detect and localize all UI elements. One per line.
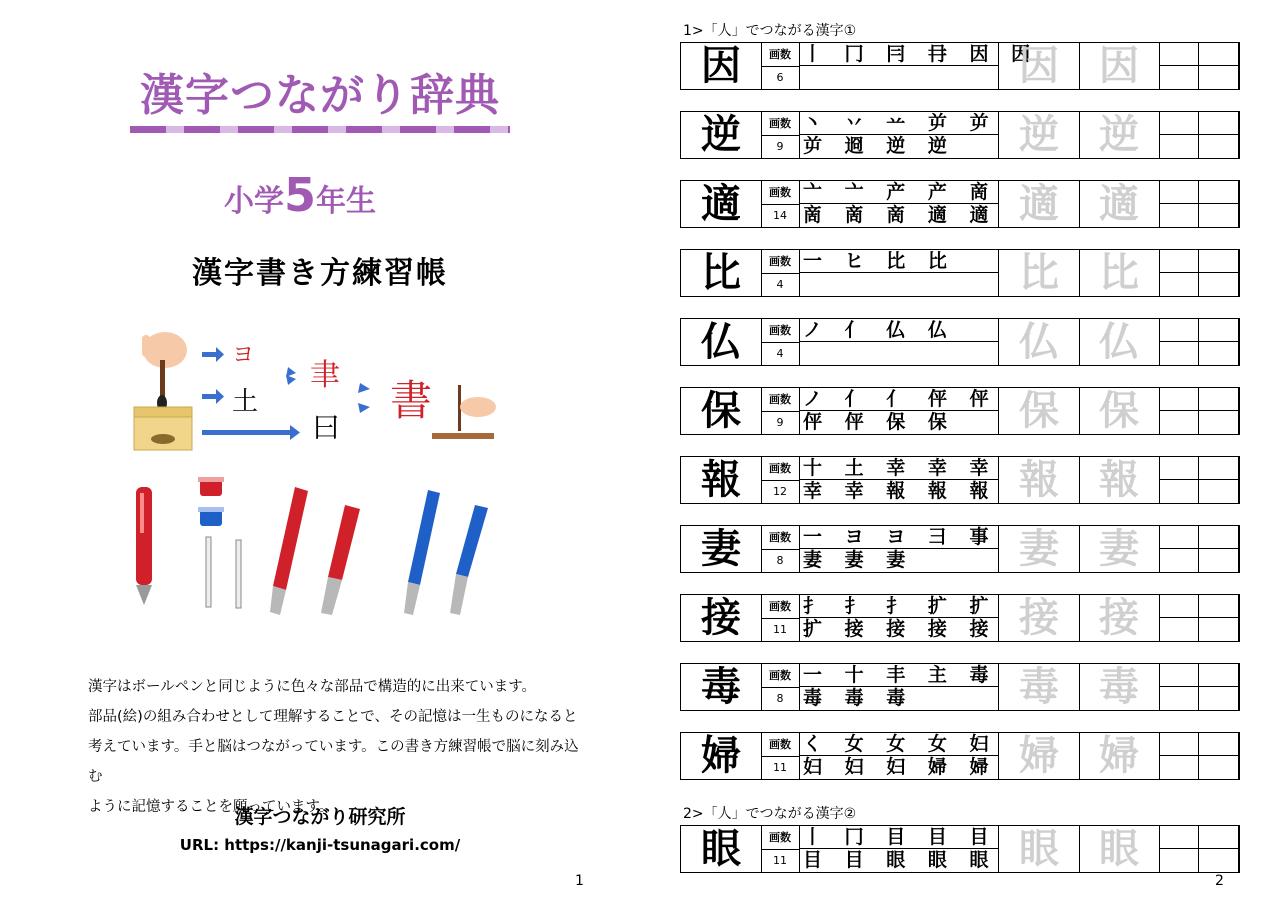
stroke-count-label: 画数 xyxy=(761,826,800,850)
tracing-kanji: 保 xyxy=(1079,388,1160,434)
section-1-title: 1>「人」でつながる漢字① xyxy=(683,23,857,39)
practice-cell[interactable] xyxy=(1199,181,1239,204)
practice-kanji: 妻 xyxy=(681,526,762,572)
stroke-order-line-1: 一 ヒ 比 比 xyxy=(799,250,999,273)
practice-cell[interactable] xyxy=(1199,43,1239,66)
tracing-kanji: 毒 xyxy=(999,664,1080,710)
stroke-count-label: 画数 xyxy=(761,526,800,550)
stroke-count-label: 画数 xyxy=(761,319,800,343)
practice-cell[interactable] xyxy=(1199,733,1239,756)
tracing-kanji: 婦 xyxy=(999,733,1080,779)
blue-pen-parts-icon xyxy=(404,490,488,615)
practice-row xyxy=(680,42,1240,90)
stroke-count-label: 画数 xyxy=(761,664,800,688)
practice-cell[interactable] xyxy=(1199,526,1239,549)
tracing-kanji: 仏 xyxy=(999,319,1080,365)
stroke-order-line-1: 丨 冂 目 目 目 xyxy=(799,826,999,849)
stroke-count: 9 xyxy=(761,135,800,158)
hand-with-brush-icon xyxy=(142,332,187,411)
tracing-kanji: 眼 xyxy=(999,826,1080,872)
tracing-kanji: 逆 xyxy=(1079,112,1160,158)
page-number-2: 2 xyxy=(1215,873,1224,889)
practice-cell[interactable] xyxy=(1199,618,1239,641)
illus-mid-char: 土 xyxy=(232,387,259,417)
stroke-order-line-2: 幸 幸 報 報 報 xyxy=(799,480,999,503)
description-line: ように記憶することを願っています。 xyxy=(88,799,334,815)
practice-cell[interactable] xyxy=(1159,664,1199,687)
stroke-order-line-1: 十 土 幸 幸 幸 xyxy=(799,457,999,480)
stroke-order-line-1: ノ 亻 亻 伻 伻 xyxy=(799,388,999,411)
hand-writing-icon xyxy=(432,385,496,439)
practice-cell[interactable] xyxy=(1159,181,1199,204)
practice-cell[interactable] xyxy=(1159,733,1199,756)
practice-cell[interactable] xyxy=(1159,457,1199,480)
practice-row xyxy=(680,732,1240,780)
practice-cell[interactable] xyxy=(1159,250,1199,273)
practice-row xyxy=(680,525,1240,573)
stroke-order-line-1: 丶 丷 䒑 屰 屰 xyxy=(799,112,999,135)
website-url[interactable]: URL: https://kanji-tsunagari.com/ xyxy=(179,836,461,854)
grade-number: 5 xyxy=(283,168,316,222)
stroke-count-label: 画数 xyxy=(761,457,800,481)
tracing-kanji: 因 xyxy=(1079,43,1160,89)
practice-cell[interactable] xyxy=(1159,112,1199,135)
grade-suffix: 年生 xyxy=(316,184,376,219)
refill-icon xyxy=(206,537,241,608)
practice-cell[interactable] xyxy=(1159,135,1199,158)
practice-cell[interactable] xyxy=(1199,549,1239,572)
practice-cell[interactable] xyxy=(1199,411,1239,434)
practice-cell[interactable] xyxy=(1199,273,1239,296)
grade-prefix: 小学 xyxy=(223,184,284,219)
practice-row xyxy=(680,825,1240,873)
tracing-kanji: 比 xyxy=(999,250,1080,296)
stroke-order-line-2: 妇 妇 妇 婦 婦 xyxy=(799,756,999,779)
stroke-count-label: 画数 xyxy=(761,595,800,619)
illus-stage-top: 聿 xyxy=(310,358,340,393)
practice-cell[interactable] xyxy=(1199,756,1239,779)
practice-cell[interactable] xyxy=(1159,526,1199,549)
tracing-kanji: 接 xyxy=(1079,595,1160,641)
description-line: 部品(絵)の組み合わせとして理解することで、その記憶は一生ものになると xyxy=(88,709,578,725)
tracing-kanji: 妻 xyxy=(1079,526,1160,572)
stroke-count: 4 xyxy=(761,342,800,365)
stroke-order-line-1: く 女 女 女 妇 xyxy=(799,733,999,756)
stroke-count: 11 xyxy=(761,756,800,779)
stroke-order-line-2 xyxy=(799,342,999,365)
practice-cell[interactable] xyxy=(1159,480,1199,503)
practice-kanji: 報 xyxy=(681,457,762,503)
ink-cup-red-icon xyxy=(198,477,224,496)
practice-cell[interactable] xyxy=(1159,411,1199,434)
practice-cell[interactable] xyxy=(1159,756,1199,779)
practice-kanji: 比 xyxy=(681,250,762,296)
practice-cell[interactable] xyxy=(1159,204,1199,227)
stroke-count: 12 xyxy=(761,480,800,503)
stroke-order-line-2: 扩 接 接 接 接 xyxy=(799,618,999,641)
description-line: 考えています。手と脳はつながっています。この書き方練習帳で脳に刻み込む xyxy=(88,739,579,785)
practice-cell[interactable] xyxy=(1159,66,1199,89)
practice-kanji: 保 xyxy=(681,388,762,434)
tracing-kanji: 仏 xyxy=(1079,319,1160,365)
practice-cell[interactable] xyxy=(1159,342,1199,365)
practice-row xyxy=(680,111,1240,159)
practice-cell[interactable] xyxy=(1159,43,1199,66)
tracing-kanji: 保 xyxy=(999,388,1080,434)
stroke-order-line-2: 啇 啇 啇 適 適 xyxy=(799,204,999,227)
lab-name: 漢字つながり研究所 xyxy=(234,806,406,828)
tracing-kanji: 比 xyxy=(1079,250,1160,296)
stroke-order-line-1: 丨 冂 冃 冄 因 因 xyxy=(799,43,999,66)
practice-cell[interactable] xyxy=(1199,457,1239,480)
practice-cell[interactable] xyxy=(1159,319,1199,342)
tracing-kanji: 報 xyxy=(999,457,1080,503)
ink-cup-blue-icon xyxy=(198,507,224,526)
tracing-kanji: 毒 xyxy=(1079,664,1160,710)
tracing-kanji: 眼 xyxy=(1079,826,1160,872)
practice-cell[interactable] xyxy=(1199,595,1239,618)
practice-kanji: 婦 xyxy=(681,733,762,779)
title-underline xyxy=(130,126,510,133)
book-title: 漢字つながり辞典 xyxy=(140,70,500,121)
practice-cell[interactable] xyxy=(1199,112,1239,135)
practice-kanji: 接 xyxy=(681,595,762,641)
practice-cell[interactable] xyxy=(1159,595,1199,618)
tracing-kanji: 婦 xyxy=(1079,733,1160,779)
stroke-count: 4 xyxy=(761,273,800,296)
stroke-count: 11 xyxy=(761,618,800,641)
practice-kanji: 仏 xyxy=(681,319,762,365)
stroke-order-line-1: ノ 亻 仏 仏 xyxy=(799,319,999,342)
practice-row xyxy=(680,249,1240,297)
grade-heading xyxy=(150,165,450,232)
stroke-count-label: 画数 xyxy=(761,733,800,757)
practice-cell[interactable] xyxy=(1199,480,1239,503)
practice-cell[interactable] xyxy=(1159,687,1199,710)
practice-cell[interactable] xyxy=(1199,66,1239,89)
practice-cell[interactable] xyxy=(1199,826,1239,849)
illus-stage-bottom: 曰 xyxy=(312,411,341,444)
practice-cell[interactable] xyxy=(1199,388,1239,411)
practice-row xyxy=(680,180,1240,228)
practice-kanji: 因 xyxy=(681,43,762,89)
practice-cell[interactable] xyxy=(1199,204,1239,227)
description xyxy=(88,672,588,822)
stroke-order-line-1: 一 ヨ ヨ 彐 事 xyxy=(799,526,999,549)
practice-kanji: 毒 xyxy=(681,664,762,710)
stroke-count: 8 xyxy=(761,549,800,572)
parts-box-icon xyxy=(134,407,192,450)
stroke-order-line-1: 一 十 丰 主 毒 xyxy=(799,664,999,687)
stroke-count-label: 画数 xyxy=(761,250,800,274)
stroke-order-line-2: 毒 毒 毒 xyxy=(799,687,999,710)
stroke-order-line-1: 亠 亠 产 产 啇 xyxy=(799,181,999,204)
kanji-assembly-illustration xyxy=(120,315,520,645)
practice-cell[interactable] xyxy=(1159,849,1199,872)
description-line: 漢字はボールペンと同じように色々な部品で構造的に出来ています。 xyxy=(88,679,537,695)
practice-cell[interactable] xyxy=(1199,250,1239,273)
practice-cell[interactable] xyxy=(1159,826,1199,849)
practice-row xyxy=(680,318,1240,366)
practice-cell[interactable] xyxy=(1159,388,1199,411)
page-number-1: 1 xyxy=(575,873,584,889)
practice-kanji: 眼 xyxy=(681,826,762,872)
stroke-order-line-2: 目 目 眼 眼 眼 xyxy=(799,849,999,872)
book-page-1 xyxy=(0,0,640,905)
practice-cell[interactable] xyxy=(1199,849,1239,872)
book-page-2 xyxy=(645,0,1285,905)
stroke-order-line-1: 扌 扌 扌 扩 扩 xyxy=(799,595,999,618)
arrows-icon xyxy=(202,347,370,440)
red-pen-parts-icon xyxy=(270,487,360,615)
stroke-count: 9 xyxy=(761,411,800,434)
practice-row xyxy=(680,456,1240,504)
stroke-order-line-2 xyxy=(799,273,999,296)
practice-cell[interactable] xyxy=(1199,342,1239,365)
tracing-kanji: 妻 xyxy=(999,526,1080,572)
book-subtitle: 漢字書き方練習帳 xyxy=(192,256,448,291)
tracing-kanji: 適 xyxy=(1079,181,1160,227)
stroke-count-label: 画数 xyxy=(761,112,800,136)
stroke-order-line-2: 屰 䢛 逆 逆 xyxy=(799,135,999,158)
practice-row xyxy=(680,594,1240,642)
stroke-order-line-2 xyxy=(799,66,999,89)
practice-kanji: 逆 xyxy=(681,112,762,158)
practice-cell[interactable] xyxy=(1159,273,1199,296)
practice-cell[interactable] xyxy=(1199,664,1239,687)
stroke-count: 14 xyxy=(761,204,800,227)
tracing-kanji: 接 xyxy=(999,595,1080,641)
tracing-kanji: 因 xyxy=(999,43,1080,89)
practice-cell[interactable] xyxy=(1199,319,1239,342)
stroke-count: 8 xyxy=(761,687,800,710)
stroke-count: 6 xyxy=(761,66,800,89)
stroke-count-label: 画数 xyxy=(761,43,800,67)
practice-row xyxy=(680,387,1240,435)
red-pen-icon xyxy=(136,487,152,605)
practice-cell[interactable] xyxy=(1159,618,1199,641)
stroke-order-line-2: 妻 妻 妻 xyxy=(799,549,999,572)
illus-result-char: 書 xyxy=(390,376,433,425)
stroke-count: 11 xyxy=(761,849,800,872)
tracing-kanji: 逆 xyxy=(999,112,1080,158)
stroke-count-label: 画数 xyxy=(761,181,800,205)
practice-cell[interactable] xyxy=(1159,549,1199,572)
stroke-order-line-2: 伻 伻 保 保 xyxy=(799,411,999,434)
tracing-kanji: 適 xyxy=(999,181,1080,227)
practice-cell[interactable] xyxy=(1199,687,1239,710)
practice-cell[interactable] xyxy=(1199,135,1239,158)
practice-kanji: 適 xyxy=(681,181,762,227)
section-2-title: 2>「人」でつながる漢字② xyxy=(683,806,857,822)
stroke-count-label: 画数 xyxy=(761,388,800,412)
tracing-kanji: 報 xyxy=(1079,457,1160,503)
practice-row xyxy=(680,663,1240,711)
illus-top-char: ヨ xyxy=(232,343,255,368)
